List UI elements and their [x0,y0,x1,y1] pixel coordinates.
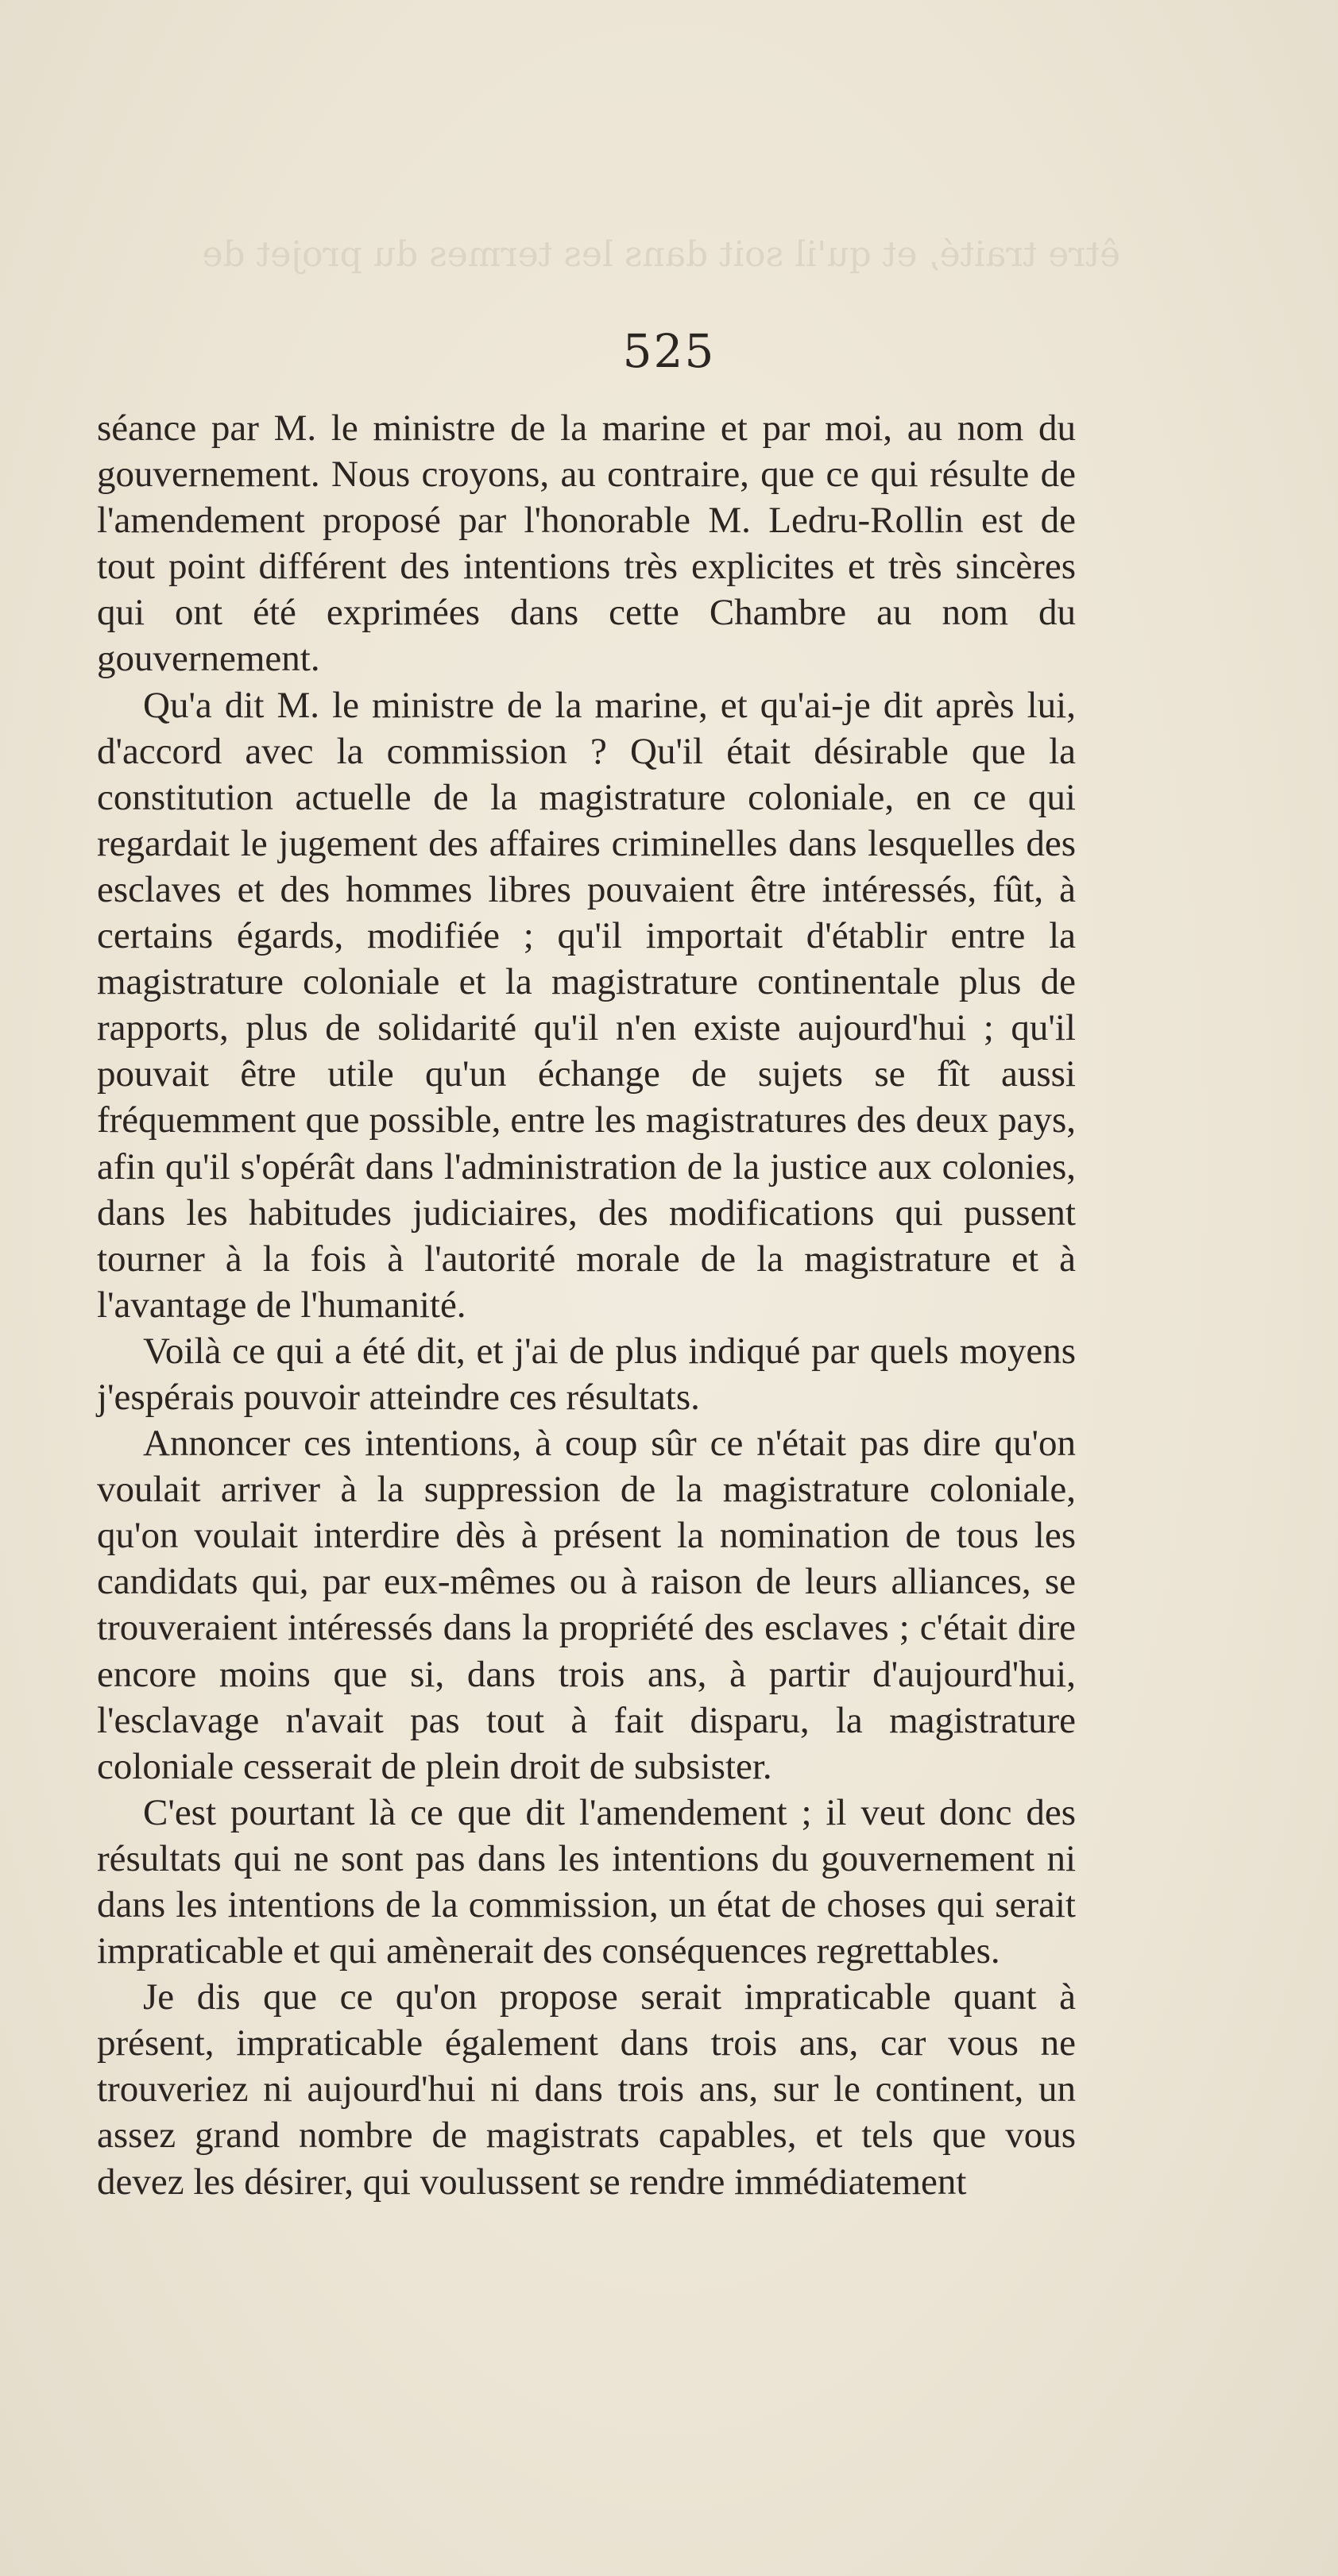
paragraph: Voilà ce qui a été dit, et j'ai de plus indiqué par quels moyens j'espérais pouvoir atteindre ces résultats. [97,1330,1076,1418]
paragraph: Annoncer ces intentions, à coup sûr ce n'était pas dire qu'on voulait arriver à la suppression de la magistrature coloniale, qu'on voulait interdire dès à présent la nomination de tous les candidats qui, par eux-mêmes ou à raison de leurs alliances, se trouveraient intéressés dans la propriété des esclaves ; c'était dire encore moins que si, dans trois ans, à partir d'aujourd'hui, l'esclavage n'avait pas tout à fait disparu, la magistrature coloniale cesserait de plein droit de subsister. [97,1423,1076,1787]
paragraph: séance par M. le ministre de la marine et par moi, au nom du gouvernement. Nous croyons, au contraire, que ce qui résulte de l'amendement proposé par l'honorable M. Ledru-Rollin est de tout point différent des intentions très explicites et très sincères qui ont été exprimées dans cette Chambre au nom du gouvernement. [97,407,1076,680]
body-text [97,405,1076,2205]
paragraph: C'est pourtant là ce que dit l'amendement ; il veut donc des résultats qui ne sont pas dans les intentions du gouvernement ni dans les intentions de la commission, un état de choses qui serait impraticable et qui amènerait des conséquences regrettables. [97,1791,1076,1972]
page-number: 525 [622,324,716,378]
bleed-through-text: être traité, et qu'il soit dans les termes du projet de [202,234,1120,275]
paragraph: Qu'a dit M. le ministre de la marine, et qu'ai-je dit après lui, d'accord avec la commission ? Qu'il était désirable que la constitution actuelle de la magistrature coloniale, en ce qui regardait le jugement des affaires criminelles dans lesquelles des esclaves et des hommes libres pouvaient être intéressés, fût, à certains égards, modifiée ; qu'il importait d'établir entre la magistrature coloniale et la magistrature continentale plus de rapports, plus de solidarité qu'il n'en existe aujourd'hui ; qu'il pouvait être utile qu'un échange de sujets se fît aussi fréquemment que possible, entre les magistratures des deux pays, afin qu'il s'opérât dans l'administration de la justice aux colonies, dans les habitudes judiciaires, des modifications qui pussent tourner à la fois à l'autorité morale de la magistrature et à l'avantage de l'humanité. [97,684,1076,1326]
paragraph: Je dis que ce qu'on propose serait impraticable quant à présent, impraticable également dans trois ans, car vous ne trouveriez ni aujourd'hui ni dans trois ans, sur le continent, un assez grand nombre de magistrats capables, et tels que vous devez les désirer, qui voulussent se rendre immédiatement [97,1976,1076,2203]
